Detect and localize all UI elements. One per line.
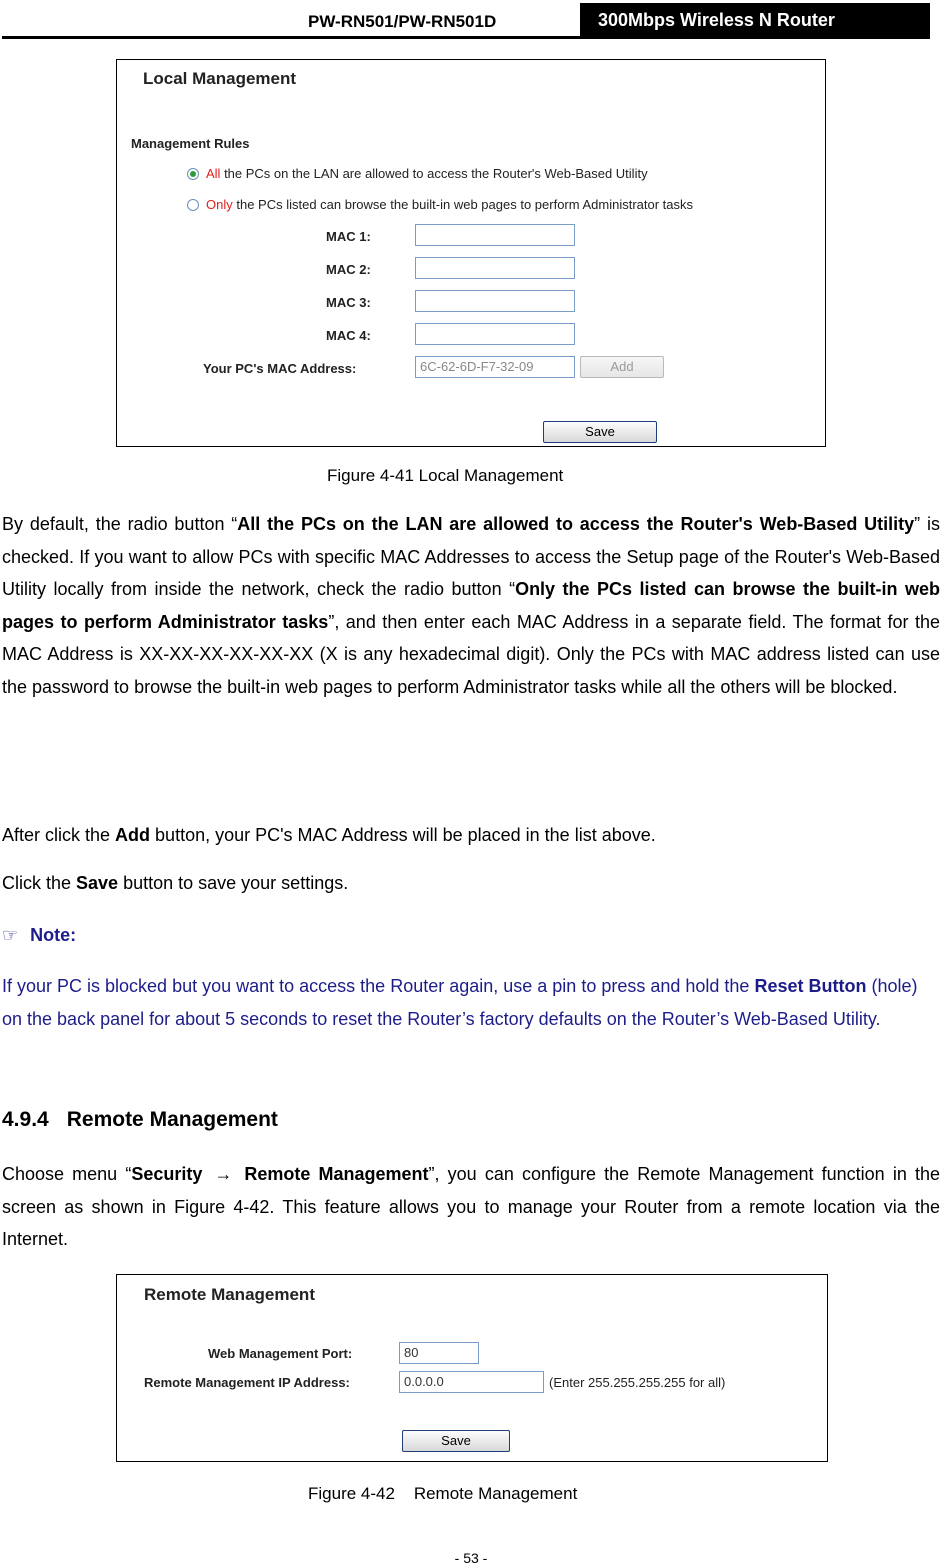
default-setting-paragraph: By default, the radio button “All the PCs on the LAN are allowed to access the Router's Web-Based Utility” is checked. If you want to allow PCs with specific MAC Addresses to access the Setup page of the Router's Web-Based Utility locally from inside the network, check the radio button “Only the PCs listed can browse the built-in web pages to perform Administrator tasks”, and then enter each MAC Address in a separate field. The format for the MAC Address is XX-XX-XX-XX-XX-XX (X is any hexadecimal digit). Only the PCs with MAC address listed can use the password to browse the built-in web pages to perform Administrator tasks while all the others will be blocked. bbox=[2, 514, 941, 697]
remote-management-paragraph: Choose menu “Security → Remote Management”, you can configure the Remote Management function in the screen as shown in Figure 4-42. This feature allows you to manage your Router from a remote location via the Internet. bbox=[2, 1158, 940, 1256]
figure-4-41-caption: Figure 4-41 Local Management bbox=[327, 466, 564, 485]
figure-4-42-caption: Figure 4-42 Remote Management bbox=[308, 1484, 578, 1503]
remote-ip-input[interactable]: 0.0.0.0 bbox=[399, 1371, 544, 1393]
local-management-title: Local Management bbox=[143, 69, 297, 88]
radio-all-pcs-label: All the PCs on the LAN are allowed to access the Router's Web-Based Utility bbox=[206, 166, 648, 181]
radio-all-pcs[interactable] bbox=[187, 168, 199, 180]
header-model: PW-RN501/PW-RN501D bbox=[308, 12, 497, 31]
save-instruction: Click the Save button to save your settings. bbox=[2, 873, 349, 893]
save-button[interactable]: Save bbox=[543, 421, 657, 443]
your-mac-label: Your PC's MAC Address: bbox=[203, 361, 357, 376]
mac2-label: MAC 2: bbox=[326, 262, 371, 277]
mac2-input[interactable] bbox=[415, 257, 575, 279]
mac4-label: MAC 4: bbox=[326, 328, 371, 343]
management-rules-heading: Management Rules bbox=[131, 136, 250, 151]
radio-only-listed-pcs[interactable] bbox=[187, 199, 199, 211]
mac4-input[interactable] bbox=[415, 323, 575, 345]
arrow-icon: → bbox=[214, 1164, 233, 1184]
remote-ip-hint: (Enter 255.255.255.255 for all) bbox=[549, 1375, 726, 1390]
remote-management-screenshot bbox=[116, 1274, 828, 1462]
local-management-screenshot bbox=[116, 59, 826, 447]
mac3-label: MAC 3: bbox=[326, 295, 371, 310]
header-rule bbox=[2, 36, 930, 39]
page-number: - 53 - bbox=[454, 1550, 488, 1566]
mac3-input[interactable] bbox=[415, 290, 575, 312]
section-heading: 4.9.4 Remote Management bbox=[2, 1108, 278, 1131]
pointing-hand-icon: ☞ bbox=[2, 925, 19, 945]
mac1-input[interactable] bbox=[415, 224, 575, 246]
add-button[interactable]: Add bbox=[580, 356, 664, 378]
add-instruction: After click the Add button, your PC's MAC Address will be placed in the list above. bbox=[2, 825, 656, 845]
note-heading: ☞ Note: bbox=[2, 925, 77, 945]
note-text: If your PC is blocked but you want to access the Router again, use a pin to press and hold the Reset Button (hole) on the back panel for about 5 seconds to reset the Router’s factory defaults on the Router’s Web-Based Utility. bbox=[2, 976, 918, 1029]
your-mac-field: 6C-62-6D-F7-32-09 bbox=[415, 356, 575, 378]
web-port-label: Web Management Port: bbox=[208, 1346, 353, 1361]
radio-only-listed-pcs-label: Only the PCs listed can browse the built-in web pages to perform Administrator tasks bbox=[206, 197, 694, 212]
remote-management-title: Remote Management bbox=[144, 1285, 315, 1304]
web-port-input[interactable]: 80 bbox=[399, 1342, 479, 1364]
header-product: 300Mbps Wireless N Router bbox=[580, 3, 930, 36]
mac1-label: MAC 1: bbox=[326, 229, 371, 244]
remote-ip-label: Remote Management IP Address: bbox=[144, 1375, 350, 1390]
remote-save-button[interactable]: Save bbox=[402, 1430, 510, 1452]
